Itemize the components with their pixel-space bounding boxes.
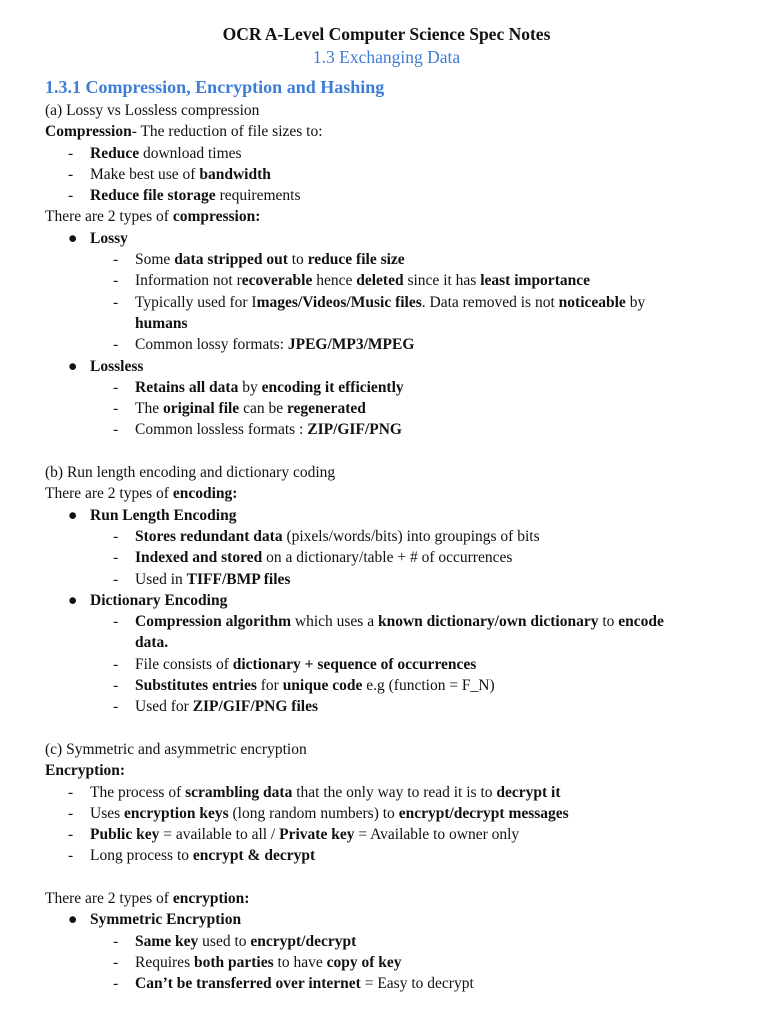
bold-text: Stores redundant data xyxy=(135,527,283,545)
bold-text: Encryption: xyxy=(45,762,126,780)
bold-text: encode xyxy=(618,613,664,631)
text-span: (a) Lossy vs Lossless compression xyxy=(45,102,260,119)
nested-dash-list-item xyxy=(45,249,728,270)
bold-text: Symmetric Encryption xyxy=(90,911,242,929)
bold-text: Lossy xyxy=(90,229,128,247)
dash-marker: - xyxy=(113,932,119,950)
nested-dash-list-item xyxy=(45,675,728,696)
text-span: since it has xyxy=(403,272,481,290)
bold-text: Compression algorithm xyxy=(135,613,292,631)
bold-text: Indexed and stored xyxy=(135,549,263,567)
nested-dash-list-item xyxy=(45,696,728,717)
text-line xyxy=(45,121,728,142)
nested-dash-list-item xyxy=(45,611,728,632)
bold-text: JPEG/MP3/MPEG xyxy=(287,336,415,354)
text-span: = Available to owner only xyxy=(354,826,520,844)
section-heading: 1.3.1 Compression, Encryption and Hashing xyxy=(45,77,385,97)
bold-text: encrypt & decrypt xyxy=(192,847,316,865)
text-span: requirements xyxy=(215,187,301,205)
nested-dash-list-item xyxy=(45,419,728,440)
text-span: There are 2 types of xyxy=(45,889,173,907)
dash-marker: - xyxy=(113,293,119,311)
text-line xyxy=(45,739,728,760)
dash-marker: - xyxy=(113,251,119,269)
text-line xyxy=(45,206,728,227)
text-span: Used in xyxy=(135,570,187,588)
nested-dash-list-item xyxy=(45,292,728,313)
bold-text: compression: xyxy=(172,208,261,226)
text-span: by xyxy=(238,378,262,396)
text-span: The process of xyxy=(90,783,186,801)
blank-line xyxy=(45,867,728,888)
dash-marker: - xyxy=(113,527,119,545)
text-span: e.g (function = F_N) xyxy=(362,677,495,695)
dash-marker: - xyxy=(68,187,74,205)
bullet-list-item xyxy=(45,228,728,249)
bullet-marker: ● xyxy=(68,911,78,929)
document-title: OCR A-Level Computer Science Spec Notes xyxy=(222,24,551,44)
dash-marker: - xyxy=(68,826,74,844)
bold-text: encryption keys xyxy=(124,804,229,822)
text-span: used to xyxy=(198,932,251,950)
bold-text: reduce file size xyxy=(307,251,405,269)
dash-list-item xyxy=(45,845,728,866)
dash-marker: - xyxy=(113,570,119,588)
text-span: for xyxy=(256,677,283,695)
text-span: There are 2 types of xyxy=(45,208,173,226)
text-line xyxy=(45,888,728,909)
text-span: hence xyxy=(312,272,357,290)
bullet-marker: ● xyxy=(68,591,78,609)
text-span: by xyxy=(625,293,646,311)
document-subtitle: 1.3 Exchanging Data xyxy=(312,47,461,67)
text-span: Some xyxy=(135,251,175,269)
text-span: (b) Run length encoding and dictionary coding xyxy=(45,464,336,482)
bold-text: scrambling data xyxy=(185,783,293,801)
bold-text: known dictionary/own dictionary xyxy=(377,613,599,631)
dash-marker: - xyxy=(68,847,74,865)
bold-text: bandwidth xyxy=(199,165,271,183)
text-span: File consists of xyxy=(135,655,233,673)
bold-text: Dictionary Encoding xyxy=(90,591,228,609)
bold-text: Public key xyxy=(90,826,160,844)
bullet-marker: ● xyxy=(68,357,78,375)
nested-dash-list-item xyxy=(45,654,728,675)
text-span: on a dictionary/table + # of occurrences xyxy=(262,549,513,567)
dash-marker: - xyxy=(113,975,119,993)
text-line xyxy=(45,462,728,483)
text-span: Common lossy formats: xyxy=(135,336,288,354)
dash-marker: - xyxy=(113,421,119,439)
bold-text: least importance xyxy=(480,272,590,290)
bold-text: Private key xyxy=(279,826,355,844)
text-span: Uses xyxy=(90,804,125,822)
nested-dash-list-item xyxy=(45,334,728,355)
bold-text: Compression xyxy=(45,123,132,141)
dash-marker: - xyxy=(113,549,119,567)
notes-body xyxy=(45,100,728,994)
dash-marker: - xyxy=(68,144,74,162)
bold-text: encrypt/decrypt xyxy=(250,932,357,950)
text-span: Requires xyxy=(135,953,194,971)
blank-line xyxy=(45,441,728,462)
text-span: The xyxy=(135,400,163,418)
bold-text: Lossless xyxy=(90,357,144,375)
dash-list-item xyxy=(45,143,728,164)
bold-text: Reduce file storage xyxy=(90,187,216,205)
dash-marker: - xyxy=(113,613,119,631)
bold-text: dictionary + sequence of occurrences xyxy=(232,655,477,673)
dash-marker: - xyxy=(113,655,119,673)
bold-text: mages/Videos/Music files xyxy=(256,293,422,311)
bold-text: original file xyxy=(162,400,240,418)
text-line xyxy=(45,100,728,121)
dash-marker: - xyxy=(68,804,74,822)
list-item-continuation xyxy=(45,632,728,653)
text-span: download times xyxy=(139,144,242,162)
nested-dash-list-item xyxy=(45,526,728,547)
dash-marker: - xyxy=(113,272,119,290)
bold-text: data. xyxy=(135,634,169,652)
text-span: Make best use of xyxy=(90,165,200,183)
text-span: . Data removed is not xyxy=(421,293,559,311)
bold-text: Can’t be transferred over internet xyxy=(135,975,361,993)
dash-list-item xyxy=(45,185,728,206)
text-span: Typically used for I xyxy=(135,293,257,311)
nested-dash-list-item xyxy=(45,973,728,994)
nested-dash-list-item xyxy=(45,270,728,291)
bold-text: Reduce xyxy=(90,144,140,162)
text-span: - The reduction of file sizes to: xyxy=(131,123,323,141)
nested-dash-list-item xyxy=(45,931,728,952)
text-span: which uses a xyxy=(291,613,378,631)
bold-text: Run Length Encoding xyxy=(90,506,237,524)
bold-text: decrypt it xyxy=(496,783,561,801)
bold-text: data stripped out xyxy=(174,251,288,269)
nested-dash-list-item xyxy=(45,952,728,973)
bullet-list-item xyxy=(45,909,728,930)
bullet-list-item xyxy=(45,590,728,611)
text-span: to have xyxy=(273,953,327,971)
nested-dash-list-item xyxy=(45,377,728,398)
text-span: to xyxy=(598,613,619,631)
dash-marker: - xyxy=(113,953,119,971)
dash-marker: - xyxy=(113,677,119,695)
nested-dash-list-item xyxy=(45,398,728,419)
bold-text: encrypt/decrypt messages xyxy=(398,804,569,822)
dash-list-item xyxy=(45,164,728,185)
bold-text: regenerated xyxy=(286,400,366,418)
bold-text: deleted xyxy=(356,272,404,290)
text-span: There are 2 types of xyxy=(45,485,173,503)
text-span: Long process to xyxy=(90,847,193,865)
bold-text: Substitutes entries xyxy=(135,677,257,695)
bold-text: Retains all data xyxy=(135,378,239,396)
text-span: Common lossless formats : xyxy=(135,421,308,439)
dash-marker: - xyxy=(68,783,74,801)
bold-text: unique code xyxy=(282,677,363,695)
bold-text: humans xyxy=(135,314,188,332)
dash-marker: - xyxy=(113,378,119,396)
bold-text: ZIP/GIF/PNG xyxy=(307,421,402,439)
bold-text: encryption: xyxy=(172,889,250,907)
bold-text: encoding: xyxy=(172,485,238,503)
text-span: = available to all / xyxy=(159,826,280,844)
text-line xyxy=(45,483,728,504)
bold-text: ZIP/GIF/PNG files xyxy=(192,698,318,716)
bold-text: TIFF/BMP files xyxy=(186,570,291,588)
text-span: Information not r xyxy=(135,272,242,290)
text-span: (long random numbers) to xyxy=(228,804,399,822)
text-span: (c) Symmetric and asymmetric encryption xyxy=(45,740,307,758)
bullet-list-item xyxy=(45,505,728,526)
bold-text: both parties xyxy=(193,953,274,971)
blank-line xyxy=(45,718,728,739)
dash-list-item xyxy=(45,803,728,824)
text-span: can be xyxy=(239,400,287,418)
dash-list-item xyxy=(45,824,728,845)
bold-text: Same key xyxy=(135,932,199,950)
list-item-continuation xyxy=(45,313,728,334)
text-span: that the only way to read it is to xyxy=(292,783,497,801)
dash-list-item xyxy=(45,782,728,803)
dash-marker: - xyxy=(68,165,74,183)
bullet-marker: ● xyxy=(68,506,78,524)
bold-text: copy of key xyxy=(326,953,402,971)
nested-dash-list-item xyxy=(45,569,728,590)
bullet-marker: ● xyxy=(68,229,78,247)
nested-dash-list-item xyxy=(45,547,728,568)
bullet-list-item xyxy=(45,356,728,377)
text-span: (pixels/words/bits) into groupings of bits xyxy=(282,527,540,545)
dash-marker: - xyxy=(113,400,119,418)
bold-text: ecoverable xyxy=(241,272,313,290)
text-span: Used for xyxy=(135,698,193,716)
text-span: = Easy to decrypt xyxy=(360,975,474,993)
bold-text: noticeable xyxy=(558,293,626,311)
bold-text: encoding it efficiently xyxy=(261,378,404,396)
text-line xyxy=(45,760,728,781)
text-span: to xyxy=(287,251,308,269)
dash-marker: - xyxy=(113,336,119,354)
dash-marker: - xyxy=(113,698,119,716)
